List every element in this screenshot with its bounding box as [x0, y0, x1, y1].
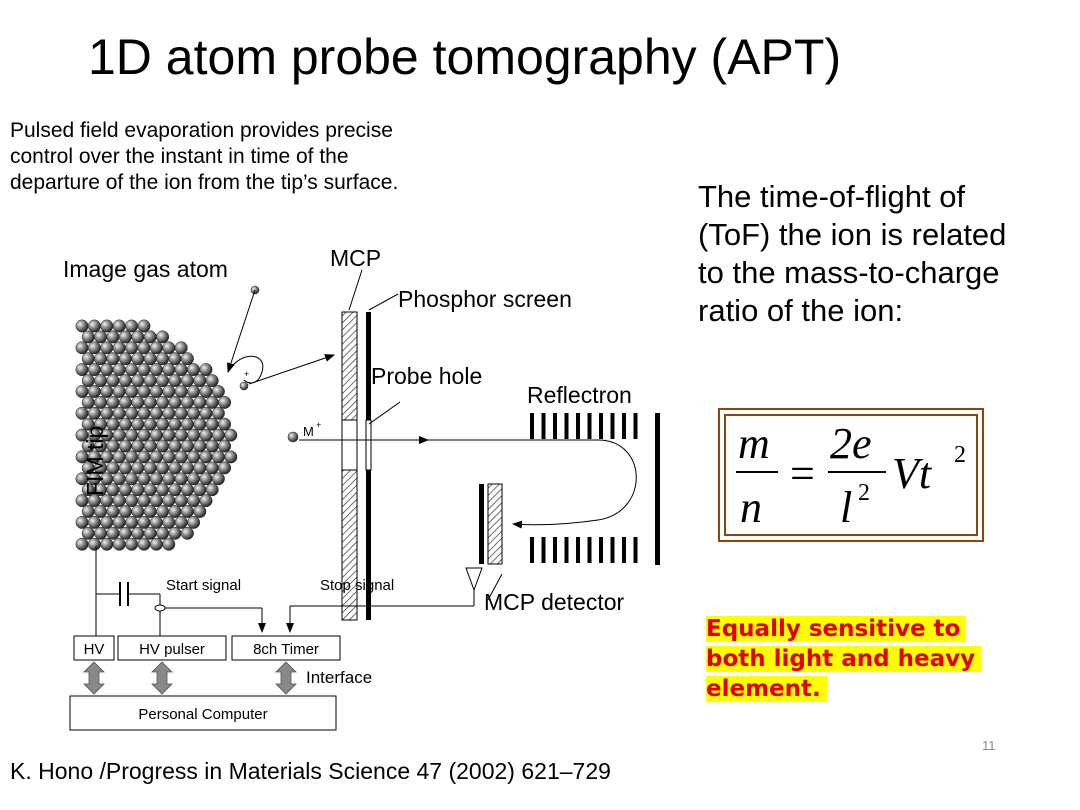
reflectron-electrode: [599, 413, 603, 439]
mcp-detector-label: MCP detector: [484, 589, 625, 615]
fim-atom: [150, 473, 162, 485]
fim-atom: [187, 451, 199, 463]
fim-atom: [163, 385, 175, 397]
fim-atom: [200, 385, 212, 397]
fim-atom: [187, 516, 199, 528]
fim-atom: [132, 396, 144, 408]
fim-atom: [132, 484, 144, 496]
fim-atom: [138, 320, 150, 332]
citation: K. Hono /Progress in Materials Science 47 (2002) 621–729: [10, 758, 611, 784]
fim-atom: [187, 407, 199, 419]
fim-atom: [175, 385, 187, 397]
reflectron-label: Reflectron: [527, 382, 632, 408]
fim-atom: [119, 331, 131, 343]
fim-atom: [175, 429, 187, 441]
fim-atom: [88, 538, 100, 550]
fim-atom: [101, 407, 113, 419]
detector-mcp: [488, 484, 502, 564]
intro-line: Pulsed field evaporation provides precise: [10, 119, 393, 142]
fim-atom: [113, 320, 125, 332]
fim-atom: [181, 418, 193, 430]
fim-atom: [156, 462, 168, 474]
reflectron-back-plate: [655, 413, 660, 565]
fim-atom: [132, 418, 144, 430]
fim-atom: [169, 505, 181, 517]
stop-signal-label: Stop signal: [320, 577, 395, 594]
fim-atom: [144, 353, 156, 365]
reflectron-electrode: [634, 537, 638, 563]
fim-atom: [175, 516, 187, 528]
fim-atom: [169, 396, 181, 408]
fim-atom: [150, 407, 162, 419]
reflectron-top: [530, 413, 638, 439]
fim-atom: [113, 342, 125, 354]
fim-atom: [150, 385, 162, 397]
fim-atom: [113, 385, 125, 397]
fim-atom: [125, 342, 137, 354]
fim-atom: [175, 494, 187, 506]
fim-atom: [169, 484, 181, 496]
interface-arrows: [84, 662, 296, 694]
fim-atom: [144, 440, 156, 452]
fim-atom: [156, 484, 168, 496]
tof-line: (ToF) the ion is related: [698, 217, 1007, 252]
fim-atom: [113, 407, 125, 419]
mcp-label: MCP: [330, 245, 382, 271]
fim-atom: [138, 516, 150, 528]
fim-atom: [138, 473, 150, 485]
page-number: 11: [982, 738, 996, 753]
fim-atom: [212, 385, 224, 397]
fim-atom: [187, 473, 199, 485]
fim-atom: [169, 462, 181, 474]
fim-atom: [181, 484, 193, 496]
reflectron-electrode: [634, 413, 638, 439]
fim-atom: [144, 527, 156, 539]
reflectron-electrode: [588, 413, 592, 439]
reflectron-electrode: [611, 413, 615, 439]
fim-atom: [107, 484, 119, 496]
fim-atom: [125, 473, 137, 485]
phosphor-screen-lower: [366, 470, 371, 620]
fim-atom: [169, 353, 181, 365]
tof-line: The time-of-flight of: [698, 179, 966, 214]
fim-atom: [150, 538, 162, 550]
fim-atom: [94, 505, 106, 517]
fim-atom: [194, 418, 206, 430]
fim-atom: [175, 407, 187, 419]
reflectron-electrode: [553, 537, 557, 563]
fim-atom: [82, 353, 94, 365]
fim-atom: [101, 342, 113, 354]
formula-rhs-denominator-base: l: [840, 483, 853, 532]
fim-atom: [132, 462, 144, 474]
formula-tail-base: Vt: [892, 449, 932, 498]
fim-atom: [163, 451, 175, 463]
tof-line: to the mass-to-charge: [698, 255, 1000, 290]
fim-atom: [113, 538, 125, 550]
reflectron-electrode: [565, 413, 569, 439]
fim-atom: [107, 527, 119, 539]
reflectron-electrode: [553, 413, 557, 439]
fim-atom: [119, 353, 131, 365]
fim-atom: [101, 363, 113, 375]
fim-atom: [119, 527, 131, 539]
fim-atom: [113, 516, 125, 528]
fim-atom: [206, 396, 218, 408]
ionized-atom: [240, 382, 248, 390]
probe-hole-gap: [366, 420, 371, 470]
note-line: Equally sensitive to: [706, 616, 966, 642]
ion-to-screen-arrow: [249, 355, 334, 384]
fim-atom: [218, 418, 230, 430]
fim-atom: [132, 527, 144, 539]
reflected-path: [513, 440, 636, 525]
fim-atom: [163, 407, 175, 419]
fim-atom: [125, 363, 137, 375]
fim-atom: [156, 418, 168, 430]
reflectron-electrode: [576, 413, 580, 439]
fim-atom: [194, 374, 206, 386]
reflectron-bottom: [530, 537, 638, 563]
fim-atom: [107, 462, 119, 474]
fim-atom: [113, 473, 125, 485]
detector-screen: [479, 484, 484, 564]
fim-atom: [181, 396, 193, 408]
bidirectional-arrow: [152, 662, 172, 694]
fim-atom: [212, 429, 224, 441]
fim-atom: [125, 429, 137, 441]
fim-atom: [181, 462, 193, 474]
fim-atom: [150, 429, 162, 441]
fim-atom: [169, 440, 181, 452]
slide-title: 1D atom probe tomography (APT): [88, 29, 842, 85]
hv-pulser-label: HV pulser: [139, 641, 205, 658]
fim-atom: [132, 374, 144, 386]
fim-atom: [144, 396, 156, 408]
fim-atom: [175, 342, 187, 354]
fim-atom: [206, 484, 218, 496]
probe-hole-leader: [369, 402, 400, 424]
fim-atom: [181, 440, 193, 452]
fim-atom: [125, 385, 137, 397]
fim-atom: [225, 429, 237, 441]
fim-atom: [94, 374, 106, 386]
fim-atom: [156, 505, 168, 517]
fim-atom: [194, 484, 206, 496]
fim-atom: [163, 494, 175, 506]
fim-atom: [82, 331, 94, 343]
fim-atom: [175, 451, 187, 463]
fim-atom: [94, 331, 106, 343]
fim-atom: [150, 494, 162, 506]
fim-atom: [200, 429, 212, 441]
fim-atom: [107, 505, 119, 517]
fim-atom: [187, 494, 199, 506]
tof-line: ratio of the ion:: [698, 293, 904, 328]
fim-atom: [181, 374, 193, 386]
fim-atom: [88, 320, 100, 332]
formula-lhs-denominator: n: [740, 483, 762, 532]
fim-atom: [175, 473, 187, 485]
fim-atom: [125, 516, 137, 528]
bidirectional-arrow: [84, 662, 104, 694]
fim-atom: [225, 451, 237, 463]
fim-atom: [107, 440, 119, 452]
fim-atom: [113, 494, 125, 506]
fim-atom: [200, 494, 212, 506]
fim-atom: [163, 363, 175, 375]
bidirectional-arrow: [276, 662, 296, 694]
fim-atom: [156, 527, 168, 539]
fim-atom: [156, 353, 168, 365]
fim-atom: [107, 396, 119, 408]
reflectron-electrode: [622, 537, 626, 563]
fim-atom: [88, 407, 100, 419]
fim-atom: [187, 429, 199, 441]
interface-label: Interface: [306, 668, 373, 687]
fim-atom: [206, 462, 218, 474]
fim-atom: [101, 516, 113, 528]
fim-atom: [138, 494, 150, 506]
fim-atom: [138, 429, 150, 441]
fim-atom: [206, 440, 218, 452]
reflectron-electrode: [530, 413, 534, 439]
personal-computer-label: Personal Computer: [138, 706, 268, 723]
intro-line: control over the instant in time of the: [10, 145, 349, 168]
fim-atom: [138, 363, 150, 375]
fim-atom: [212, 451, 224, 463]
fim-atom: [138, 342, 150, 354]
reflectron-electrode: [542, 413, 546, 439]
fim-atom: [125, 494, 137, 506]
fim-atom: [76, 342, 88, 354]
mcp-plate-upper: [342, 312, 357, 420]
fim-atom: [94, 527, 106, 539]
fim-atom: [119, 505, 131, 517]
fim-atom: [144, 484, 156, 496]
fim-atom: [125, 451, 137, 463]
fim-atom: [82, 527, 94, 539]
fim-atom: [181, 505, 193, 517]
reflectron-electrode: [565, 537, 569, 563]
fim-atom: [88, 363, 100, 375]
fim-atom: [218, 396, 230, 408]
mcp-leader: [349, 270, 362, 310]
fim-atom: [88, 385, 100, 397]
fim-atom: [181, 353, 193, 365]
mcp-plate-lower: [342, 470, 357, 620]
fim-atom: [156, 440, 168, 452]
fim-atom: [119, 440, 131, 452]
fim-atom: [206, 374, 218, 386]
fim-tip-label: FIM tip: [82, 425, 108, 496]
start-signal-label: Start signal: [166, 577, 242, 594]
timer-label: 8ch Timer: [253, 641, 319, 658]
fim-atom: [150, 451, 162, 463]
fim-atom: [94, 353, 106, 365]
fim-atom: [132, 331, 144, 343]
fim-atom: [138, 538, 150, 550]
fim-atom: [101, 385, 113, 397]
formula-rhs-denominator-exponent: 2: [858, 480, 870, 506]
fim-atom: [144, 331, 156, 343]
ion-m-plus: [288, 432, 298, 442]
fim-atom: [175, 363, 187, 375]
fim-atom: [187, 385, 199, 397]
formula-tail-exponent: 2: [954, 442, 966, 468]
fim-atom: [94, 396, 106, 408]
fim-atom: [138, 385, 150, 397]
fim-atom: [125, 538, 137, 550]
ion-charge-label: +: [316, 420, 322, 430]
fim-atom: [150, 516, 162, 528]
reflectron-electrode: [588, 537, 592, 563]
note-line: both light and heavy: [706, 646, 981, 672]
fim-atom: [113, 363, 125, 375]
fim-atom: [88, 516, 100, 528]
fim-atom: [200, 407, 212, 419]
fim-atom: [187, 363, 199, 375]
fim-atom: [76, 320, 88, 332]
fim-atom: [150, 342, 162, 354]
fim-atom: [107, 418, 119, 430]
fim-atom: [181, 527, 193, 539]
phosphor-screen-label: Phosphor screen: [398, 286, 572, 312]
fim-atom: [132, 353, 144, 365]
fim-atom: [218, 440, 230, 452]
fim-atom: [144, 462, 156, 474]
ion-label: M: [303, 424, 314, 439]
fim-atom: [76, 538, 88, 550]
fim-atom: [76, 363, 88, 375]
probe-hole-label: Probe hole: [371, 363, 483, 389]
fim-atom: [82, 505, 94, 517]
fim-atom: [113, 429, 125, 441]
mcp-probe-gap: [342, 420, 357, 470]
fim-atom: [76, 407, 88, 419]
reflectron-electrode: [530, 537, 534, 563]
fim-atom: [138, 407, 150, 419]
fim-atom: [200, 451, 212, 463]
formula-equals: =: [790, 449, 815, 498]
gas-atom-arrow: [228, 290, 255, 372]
start-signal-pickup: [155, 605, 165, 611]
hv-label: HV: [83, 641, 105, 658]
fim-atom: [101, 320, 113, 332]
fim-atom: [212, 473, 224, 485]
fim-atom: [156, 374, 168, 386]
fim-atom: [107, 331, 119, 343]
fim-atom: [82, 374, 94, 386]
fim-atom: [194, 505, 206, 517]
reflectron-electrode: [622, 413, 626, 439]
fim-atom: [200, 363, 212, 375]
fim-atom: [132, 440, 144, 452]
fim-atom: [88, 342, 100, 354]
fim-atom: [206, 418, 218, 430]
fim-atom: [163, 429, 175, 441]
fim-atom: [125, 407, 137, 419]
fim-atom: [169, 418, 181, 430]
detector-amplifier: [466, 568, 482, 590]
note-line: element.: [706, 676, 827, 702]
fim-atom: [156, 331, 168, 343]
image-gas-atom-label: Image gas atom: [63, 256, 228, 282]
fim-atom: [163, 342, 175, 354]
phosphor-leader: [369, 294, 398, 310]
fim-atom: [125, 320, 137, 332]
fim-atom: [156, 396, 168, 408]
fim-atom: [107, 353, 119, 365]
fim-atom: [119, 462, 131, 474]
fim-atom: [169, 527, 181, 539]
fim-atom: [107, 374, 119, 386]
fim-atom: [76, 385, 88, 397]
formula-lhs-numerator: m: [738, 419, 770, 468]
formula-rhs-numerator: 2e: [830, 419, 872, 468]
fim-atom: [119, 396, 131, 408]
fim-atom: [169, 374, 181, 386]
fim-atom: [218, 462, 230, 474]
fim-atom: [119, 374, 131, 386]
fim-atom: [144, 418, 156, 430]
fim-atom: [200, 473, 212, 485]
intro-line: departure of the ion from the tip’s surface.: [10, 171, 399, 194]
fim-atom: [194, 462, 206, 474]
fim-atom: [132, 505, 144, 517]
fim-atom: [76, 516, 88, 528]
fim-atom: [144, 505, 156, 517]
reflectron-electrode: [611, 537, 615, 563]
fim-atom: [212, 407, 224, 419]
fim-atom: [163, 473, 175, 485]
fim-atom: [194, 396, 206, 408]
fim-atom: [119, 484, 131, 496]
fim-atom: [113, 451, 125, 463]
fim-atom: [194, 440, 206, 452]
reflectron-electrode: [576, 537, 580, 563]
fim-atom: [82, 396, 94, 408]
fim-atom: [101, 538, 113, 550]
fim-atom: [163, 538, 175, 550]
reflectron-electrode: [599, 537, 603, 563]
reflectron-electrode: [542, 537, 546, 563]
fim-atom: [150, 363, 162, 375]
plus-sign: +: [244, 369, 250, 379]
fim-atom: [163, 516, 175, 528]
fim-atom: [144, 374, 156, 386]
fim-atom: [119, 418, 131, 430]
fim-atom: [138, 451, 150, 463]
